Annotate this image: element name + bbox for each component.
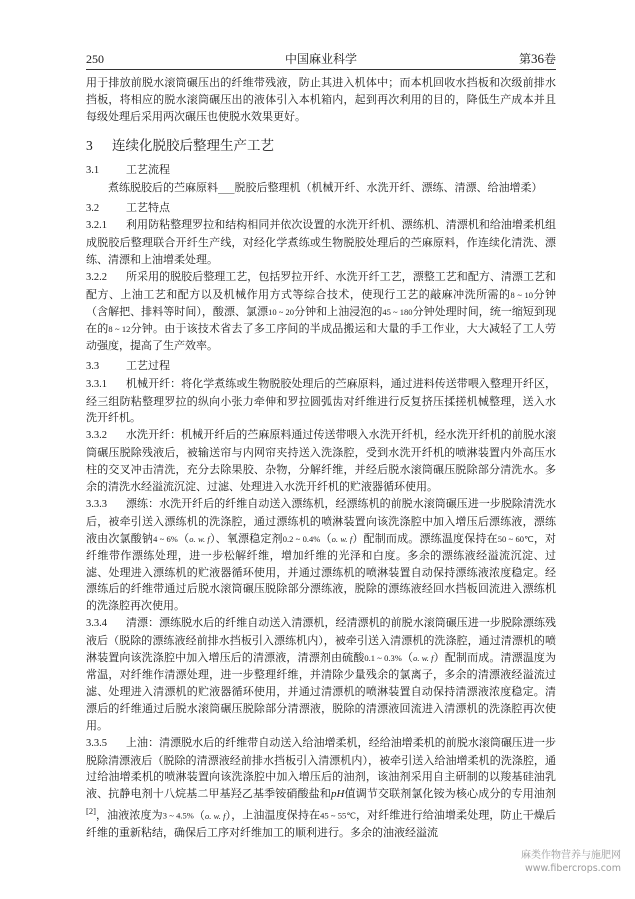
owf-label: o. w. f [205,810,226,821]
page-number: 250 [86,52,104,66]
subsection-number: 3.2 [86,202,100,214]
text-segment: ，油液浓度为 [95,808,163,822]
text-segment: ，对纤维进行给油增柔处理，防止干燥后纤维的重新粘结，确保后工序对纤维加工的顺利进行。多余的油液经溢流 [86,808,557,839]
paragraph-number: 3.3.3 [86,498,107,510]
concentration: 3 ~ 4.5% [162,810,194,821]
paragraph-number: 3.3.5 [86,737,107,749]
owf-note: （o. w. f） [320,531,364,545]
section-number: 3 [86,137,93,153]
text-segment: 所采用的脱胶后整理工艺，包括罗拉开纤、水洗开纤工艺，漂整工艺和配方、清漂工艺和配方、上油工艺和配方以及机械作用方式等综合技术，使现行工艺的敲麻冲洗所需的 [86,270,556,302]
time-range: 45 ~ 180 [382,306,413,317]
journal-title: 中国麻业科学 [284,52,357,66]
owf-label: o. w. f [331,533,353,544]
concentration: 4 ~ 6% [153,533,178,544]
paragraph-text: 水洗开纤：机械开纤后的苎麻原料通过传送带喂入水洗开纤机，经水洗开纤机的前脱水滚筒碾压脱除残液后，被输送帘与内网帘夹持送入洗涤腔，受到水洗开纤机的喷淋装置内外高压水柱的交叉冲击清洗，充分去除果胶、杂物，分解纤维，并经后脱水滚筒碾压脱除部分清洗水。多余的清洗水经溢流沉淀、过滤、处理进入水洗开纤机的贮液器循环使用。 [86,428,556,494]
text-segment: 分钟（含解把、排料等时间），酸漂、氯漂 [86,288,556,318]
time-range: 8 ~ 12 [108,323,131,334]
subsection-number: 3.3 [86,360,100,372]
paragraph-3-3-2 [86,427,556,496]
watermark [521,849,621,875]
temperature-range: 50 ~ 60℃ [497,533,534,544]
subsection-title: 工艺过程 [126,358,170,372]
intro-paragraph: 用于排放前脱水滚筒碾压出的纤维带残液，防止其进入机体中；而本机回收水挡板和次级前排水挡板，将相应的脱水滚筒碾压出的液体引入本机箱内，起到再次利用的目的，降低生产成本并且每级处理后采用两次碾压也使脱水效果更好。 [86,76,556,123]
time-range: 8 ~ 10 [510,290,534,301]
paragraph-number: 3.3.4 [86,618,107,630]
text-segment: 分钟。由于该技术省去了多工序间的半成品搬运和大量的手工作业，大大减轻了工人劳动强度，提高了生产效率。 [86,321,556,352]
time-range: 10 ~ 20 [268,306,295,317]
subsection-heading-3-2 [86,200,556,218]
text-segment: 分钟处理时间，统一缩短到现在的 [86,304,556,335]
text-segment: 漂练：水洗开纤后的纤维自动送入漂练机，经漂练机的前脱水滚筒碾压进一步脱除清洗水后，被牵引送入漂练机的洗涤腔，通过漂练机的喷淋装置向该洗涤腔中加入增压后漂练液，漂练液由次氯酸钠 [86,496,556,545]
subsection-heading-3-1 [86,162,556,180]
volume-suffix: 卷 [543,52,556,66]
process-flow-text: 煮练脱胶后的苎麻原料___脱胶后整理机（机械开纤、水洗开纤、漂练、清漂、给油增柔） [108,180,543,194]
paragraph-3-3-3 [86,496,556,615]
paragraph-3-2-2 [86,269,556,355]
paragraph-number: 3.3.2 [86,430,107,442]
subsection-title: 工艺流程 [126,162,170,176]
volume-prefix: 第 [518,52,531,66]
paragraph-text: 利用防粘整理罗拉和结构相同并依次设置的水洗开纤机、漂练机、清漂机和给油增柔机组成脱胶后整理联合开纤生产线，对经化学煮练或生物脱胶处理后的苎麻原料，作连续化清洗、漂练、清漂和上油增柔处理。 [86,218,556,267]
section-heading [86,137,556,155]
running-header [86,50,556,68]
text-segment: ，对纤维带作漂练处理，进一步松解纤维，增加纤维的光泽和白度。多余的漂练液经溢流沉淀、过滤、处理进入漂练机的贮液器循环使用，并通过漂练机的喷淋装置自动保持漂练液浓度稳定。经漂练后的纤维带通过后脱水滚筒碾压脱除部分漂练液，脱除的漂练液经回水挡板回流进入漂练机的洗涤腔再次使用。 [86,531,557,613]
subsection-number: 3.1 [86,164,100,176]
paragraph-number: 3.2.2 [86,272,107,284]
ph-symbol: pH [330,788,345,801]
watermark-title: 麻类作物营养与施肥网 [521,850,621,861]
text-segment: 分钟和上油浸泡的 [294,304,383,318]
article-body [86,75,556,842]
paragraph-3-3-5 [86,735,556,842]
text-segment: 值调节交联剂氯化铵为核心成分的专用油剂 [344,787,557,801]
concentration: 0.1 ~ 0.3% [364,653,402,664]
text-segment: ，上油温度保持在 [231,808,321,822]
owf-label: o. w. f [189,533,210,544]
paragraph-3-2-1 [86,217,556,269]
concentration: 0.2 ~ 0.4% [282,533,321,544]
owf-note: （o. w. f） [193,808,232,822]
watermark-url: www.fibercrops.com [524,863,621,874]
text-segment: 配制而成。清漂温度为常温，对纤维作清漂处理，进一步整理纤维，并清除少量残余的氯离子，多余的清漂液经溢流过滤、处理进入清漂机的贮液器循环使用，并通过清漂机的喷淋装置自动保持清漂液浓度稳定。清漂后的纤维通过后脱水滚筒碾压脱除部分清漂液，脱除的清漂液回流进入清漂机的洗涤腔再次使用。 [86,651,557,732]
text-segment: 配制而成。漂练温度保持在 [363,531,498,545]
citation-ref: [2] [86,806,96,817]
temperature-range: 45 ~ 55℃ [320,810,357,821]
paragraph-3-3-4 [86,615,556,734]
owf-note: （o. w. f） [177,531,216,545]
section-title: 连续化脱胶后整理生产工艺 [112,137,274,154]
paragraph-number: 3.2.1 [86,220,107,232]
owf-label: o. w. f [413,653,434,664]
subsection-title: 工艺特点 [126,200,170,214]
text-segment: 清漂：漂练脱水后的纤维自动送入清漂机，经清漂机的前脱水滚筒碾压进一步脱除漂练残液后（脱除的漂练液经前排水挡板引入漂练机内），被牵引送入清漂机的洗涤腔，通过清漂机的喷淋装置向该洗涤腔中加入增压后的清漂液，清漂剂由硫酸 [86,616,556,665]
paragraph-text: 机械开纤：将化学煮练或生物脱胶处理后的苎麻原料，通过进料传送带喂入整理开纤区，经三组防粘整理罗拉的纵向小张力牵伸和罗拉圆弧齿对纤维进行反复挤压揉搓机械整理，送入水洗开纤机。 [86,376,556,425]
paragraph-number: 3.3.1 [86,378,107,390]
subsection-heading-3-3 [86,358,556,376]
volume-number: 36 [530,51,544,66]
volume-label [519,50,556,67]
owf-note: （o. w. f） [401,651,445,665]
header-rule [86,69,556,70]
text-segment: 、氧漂稳定剂 [215,531,283,545]
paragraph-3-3-1 [86,376,556,428]
text-segment: 上油：清漂脱水后的纤维带自动送入给油增柔机，经给油增柔机的前脱水滚筒碾压进一步脱除清漂液后（脱除的清漂液经前排水挡板引入清漂机内），被牵引送入给油增柔机的洗涤腔，通过给油增柔机的喷淋装置向该洗涤腔中加入增压后的油剂，该油剂采用自主研制的以羧基硅油乳液、抗静电剂十八烷基二甲基羟乙基季铵硝酸盐和 [86,735,556,801]
